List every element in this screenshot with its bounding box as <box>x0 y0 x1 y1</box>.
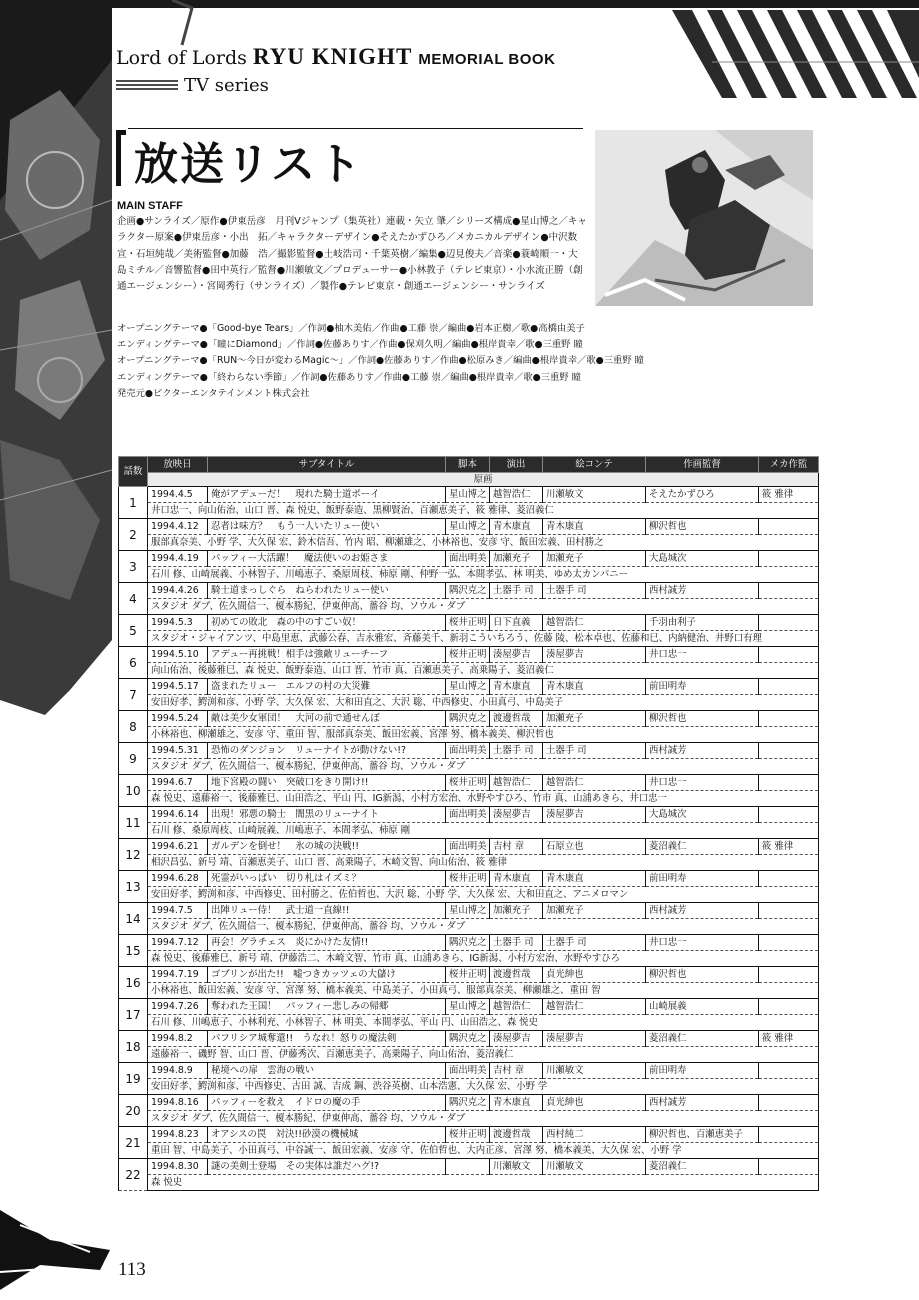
table-row-key-animation <box>119 823 819 839</box>
table-row-key-animation <box>119 983 819 999</box>
table-row-key-animation <box>119 887 819 903</box>
table-row-key-animation <box>119 1015 819 1031</box>
table-row-key-animation <box>119 663 819 679</box>
episode-airdate: 1994.8.9 <box>148 1063 208 1079</box>
episode-number: 6 <box>119 647 148 679</box>
episode-key-animators: 森 悦史、遠藤裕一、後藤雅巳、山田浩之、平山 円、IG新潟、小村方宏治、水野やすひろ、竹市 真、山浦あきら、井口忠一 <box>148 791 819 807</box>
table-row <box>119 999 819 1015</box>
episode-airdate: 1994.7.26 <box>148 999 208 1015</box>
episode-key-animators: 石川 修、川嶋恵子、小林利充、小林智子、林 明美、本間孝弘、平山 円、山田浩之、森 悦史 <box>148 1015 819 1031</box>
episode-animation-director: 井口忠一 <box>646 647 759 663</box>
episode-key-animators: 安田好孝、鰐渕和彦、中西修史、古田 誠、吉成 鋼、渋谷英樹、山本浩憲、大久保 宏、小野 学 <box>148 1079 819 1095</box>
episode-animation-director: 大島城次 <box>646 807 759 823</box>
episode-storyboard: 貞光紳也 <box>543 967 646 983</box>
episode-key-animators: 小林裕也、飯田宏義、安彦 守、宮澤 努、橋本義美、中島美子、小田真弓、服部真奈美、柳瀬雄之、重田 智 <box>148 983 819 999</box>
episode-storyboard: 加瀬充子 <box>543 711 646 727</box>
episode-animation-director: 菱沼義仁 <box>646 839 759 855</box>
episode-key-animators: スタジオ ダブ、佐久間信一、榎本勝紀、伊東伸高、薔谷 均、ソウル・ダブ <box>148 1111 819 1127</box>
table-row <box>119 551 819 567</box>
table-row <box>119 839 819 855</box>
episode-director: 日下直義 <box>490 615 543 631</box>
episode-storyboard: 加瀬充子 <box>543 903 646 919</box>
episode-subtitle: パフリシア城奪還!! うなれ！怒りの魔法剣 <box>208 1031 446 1047</box>
episode-animation-director: 西村誠芳 <box>646 903 759 919</box>
main-staff-heading: MAIN STAFF <box>117 200 183 212</box>
episode-script: 隅沢克之 <box>446 1031 490 1047</box>
episode-script: 桜井正明 <box>446 967 490 983</box>
episode-storyboard: 湊屋夢吉 <box>543 807 646 823</box>
episode-airdate: 1994.7.12 <box>148 935 208 951</box>
episode-key-animators: 安田好孝、鰐渕和彦、中西修史、田村勝之、佐伯哲也、大沢 聡、小野 学、大久保 宏、大和田直之、アニメロマン <box>148 887 819 903</box>
episode-storyboard: 土器手 司 <box>543 935 646 951</box>
table-row <box>119 487 819 503</box>
table-row-key-animation <box>119 1111 819 1127</box>
table-subheader-row <box>119 473 819 487</box>
episode-storyboard: 石原立也 <box>543 839 646 855</box>
episode-script: 桜井正明 <box>446 1127 490 1143</box>
episode-director: 土器手 司 <box>490 935 543 951</box>
table-row-key-animation <box>119 919 819 935</box>
episode-subtitle: 出現！邪悪の騎士 闇黒のリューナイト <box>208 807 446 823</box>
series-label: TV series <box>184 75 269 96</box>
episode-key-animators: スタジオ・ジャイアンツ、中島里恵、武藤公春、吉永雅宏、斉藤美千、新羽こういちろう、佐藤 陵、松本卓也、佐藤和巳、内納健治、井野口有理 <box>148 631 819 647</box>
episode-subtitle: 忍者は味方？ もう一人いたリュー使い <box>208 519 446 535</box>
episode-number: 1 <box>119 487 148 519</box>
title-lord-of-lords: Lord of Lords <box>116 47 247 69</box>
table-row <box>119 1095 819 1111</box>
episode-subtitle: 恐怖のダンジョン リューナイトが動けない!? <box>208 743 446 759</box>
episode-key-animators: 石川 修、桑原周枝、山崎展義、川嶋恵子、本間孝弘、柿原 剛 <box>148 823 819 839</box>
main-staff-credits: 企画●サンライズ／原作●伊東岳彦 月刊Vジャンプ（集英社）連載・矢立 肇／シリーズ構成●星山博之／キャラクター原案●伊東岳彦・小出 拓／キャラクターデザイン●そえたかずひろ／メカニカルデザイン●中沢数宣・石垣純哉／美術監督●加藤 浩／撮影監督●土岐浩司・千葉英樹／編集●辺見俊夫／音楽●蓑崎順一・大島ミチル／音響監督●田中英行／監督●川瀬敏文／プロデューサー●小林教子（テレビ東京）・小水流正勝（創通エージェンシー）・宮岡秀行（サンライズ）／製作●テレビ東京・創通エージェンシー・サンライズ <box>117 216 587 293</box>
table-row-key-animation <box>119 503 819 519</box>
episode-subtitle: 再会！グラチェス 炎にかけた友情!! <box>208 935 446 951</box>
episode-animation-director: 井口忠一 <box>646 775 759 791</box>
episode-number: 13 <box>119 871 148 903</box>
episode-script: 隅沢克之 <box>446 1095 490 1111</box>
episode-animation-director: 前田明寿 <box>646 871 759 887</box>
episode-subtitle: 謎の美剣士登場 その実体は誰だハグ!? <box>208 1159 446 1175</box>
episode-storyboard: 越智浩仁 <box>543 615 646 631</box>
episode-key-animators: 向山佑治、後藤雅巳、森 悦史、飯野泰造、山口 晋、竹市 真、百瀬恵美子、高乗陽子、菱沼義仁 <box>148 663 819 679</box>
episode-animation-director: 西村誠芳 <box>646 743 759 759</box>
episode-number: 8 <box>119 711 148 743</box>
header-subtitle: サブタイトル <box>208 457 446 473</box>
song-line: オープニングテーマ●「RUN～今日が変わるMagic～」／作詞●佐藤ありす／作曲●松原みき／編曲●根岸貴幸／歌●三重野 瞳 <box>117 355 644 367</box>
episode-director: 渡邊哲哉 <box>490 967 543 983</box>
episode-script: 面出明美 <box>446 743 490 759</box>
episode-subtitle: パッフィーを救え イドロの魔の手 <box>208 1095 446 1111</box>
table-row <box>119 1031 819 1047</box>
episode-airdate: 1994.8.2 <box>148 1031 208 1047</box>
episode-subtitle: ゴブリンが出た!! 嘘つきカッツェの大儲け <box>208 967 446 983</box>
episode-mecha-director <box>759 1095 819 1111</box>
episode-animation-director: 西村誠芳 <box>646 1095 759 1111</box>
episode-storyboard: 青木康直 <box>543 519 646 535</box>
episode-mecha-director <box>759 615 819 631</box>
episode-storyboard: 湊屋夢吉 <box>543 647 646 663</box>
episode-key-animators: 遠藤裕一、磯野 智、山口 晋、伊藤秀次、百瀬恵美子、高乗陽子、向山佑治、菱沼義仁 <box>148 1047 819 1063</box>
episode-number: 10 <box>119 775 148 807</box>
episode-mecha-director <box>759 743 819 759</box>
header-episode-number: 話数 <box>119 457 148 487</box>
table-row-key-animation <box>119 1143 819 1159</box>
knight-illustration <box>595 130 813 306</box>
episode-animation-director: 前田明寿 <box>646 679 759 695</box>
title-ryu-knight: RYU KNIGHT <box>252 44 413 69</box>
episode-number: 18 <box>119 1031 148 1063</box>
episode-director: 川瀬敏文 <box>490 1159 543 1175</box>
episode-number: 14 <box>119 903 148 935</box>
episode-director: 土器手 司 <box>490 743 543 759</box>
table-row <box>119 1063 819 1079</box>
episode-script: 面出明美 <box>446 551 490 567</box>
table-row-key-animation <box>119 1175 819 1191</box>
page-number: 113 <box>118 1259 146 1280</box>
episode-airdate: 1994.5.24 <box>148 711 208 727</box>
episode-animation-director: 前田明寿 <box>646 1063 759 1079</box>
episode-animation-director: 柳沢哲也 <box>646 967 759 983</box>
episode-animation-director: 西村誠芳 <box>646 583 759 599</box>
header-script: 脚本 <box>446 457 490 473</box>
episode-key-animators: スタジオ ダブ、佐久間信一、榎本勝紀、伊東伸高、薔谷 均、ソウル・ダブ <box>148 759 819 775</box>
episode-director: 越智浩仁 <box>490 999 543 1015</box>
episode-animation-director: 菱沼義仁 <box>646 1159 759 1175</box>
table-row <box>119 711 819 727</box>
table-row <box>119 871 819 887</box>
header-airdate: 放映日 <box>148 457 208 473</box>
episode-key-animators: 相沢昌弘、新号 靖、百瀬恵美子、山口 晋、高乗陽子、木崎文智、向山佑治、筱 雅律 <box>148 855 819 871</box>
episode-key-animators: 重田 智、中島美子、小田真弓、中谷誠一、飯田宏義、安彦 守、佐伯哲也、大内正彦、宮澤 努、橋本義美、大久保 宏、小野 学 <box>148 1143 819 1159</box>
table-row <box>119 615 819 631</box>
episode-director: 加瀬充子 <box>490 903 543 919</box>
episode-animation-director: 井口忠一 <box>646 935 759 951</box>
episode-mecha-director <box>759 967 819 983</box>
table-row-key-animation <box>119 631 819 647</box>
episode-airdate: 1994.5.17 <box>148 679 208 695</box>
episode-mecha-director <box>759 935 819 951</box>
table-row <box>119 775 819 791</box>
table-row <box>119 743 819 759</box>
episode-subtitle: 地下宮殿の闘い 突破口をきり開け!! <box>208 775 446 791</box>
table-row <box>119 519 819 535</box>
episode-mecha-director <box>759 999 819 1015</box>
section-title <box>118 128 363 192</box>
decorative-art <box>0 0 112 1300</box>
episode-number: 20 <box>119 1095 148 1127</box>
table-row-key-animation <box>119 759 819 775</box>
episode-script: 星山博之 <box>446 679 490 695</box>
episode-mecha-director <box>759 679 819 695</box>
table-row <box>119 967 819 983</box>
episode-animation-director: そえたかずひろ <box>646 487 759 503</box>
episode-subtitle: パッフィー大活躍！ 魔法使いのお姫さま <box>208 551 446 567</box>
episode-director: 渡邊哲哉 <box>490 711 543 727</box>
header-mecha-director: メカ作監 <box>759 457 819 473</box>
episode-storyboard: 貞光紳也 <box>543 1095 646 1111</box>
episode-mecha-director <box>759 1063 819 1079</box>
episode-mecha-director <box>759 519 819 535</box>
episode-airdate: 1994.6.7 <box>148 775 208 791</box>
episode-number: 12 <box>119 839 148 871</box>
episode-mecha-director <box>759 647 819 663</box>
table-row-key-animation <box>119 855 819 871</box>
episode-script: 桜井正明 <box>446 615 490 631</box>
episode-script: 星山博之 <box>446 519 490 535</box>
episode-airdate: 1994.4.19 <box>148 551 208 567</box>
book-title <box>116 44 555 70</box>
table-row-key-animation <box>119 695 819 711</box>
episode-storyboard: 青木康直 <box>543 871 646 887</box>
episode-airdate: 1994.4.12 <box>148 519 208 535</box>
episode-mecha-director: 筱 雅律 <box>759 1031 819 1047</box>
episode-subtitle: 出陣リュー侍！ 武士道一直線!! <box>208 903 446 919</box>
episode-airdate: 1994.8.16 <box>148 1095 208 1111</box>
table-row <box>119 1127 819 1143</box>
episode-number: 7 <box>119 679 148 711</box>
table-row <box>119 935 819 951</box>
song-line: エンディングテーマ●「瞳にDiamond」／作詞●佐藤ありす／作曲●保刈久明／編曲●根岸貴幸／歌●三重野 瞳 <box>117 339 583 351</box>
episode-director: 青木康直 <box>490 679 543 695</box>
episode-key-animators: 森 悦史 <box>148 1175 819 1191</box>
table-row <box>119 903 819 919</box>
episode-airdate: 1994.5.3 <box>148 615 208 631</box>
episode-mecha-director <box>759 583 819 599</box>
episode-key-animators: 小林裕也、柳瀬雄之、安彦 守、重田 智、服部真奈美、飯田宏義、宮澤 努、橋本義美、柳沢哲也 <box>148 727 819 743</box>
episode-storyboard: 土器手 司 <box>543 743 646 759</box>
episode-director: 青木康直 <box>490 519 543 535</box>
episode-subtitle: 初めての敗北 森の中のすごい奴！ <box>208 615 446 631</box>
section-title-text: 放送リスト <box>134 139 364 190</box>
table-row-key-animation <box>119 567 819 583</box>
episode-mecha-director <box>759 1127 819 1143</box>
episode-table-body <box>119 487 819 1191</box>
series-underline-decoration <box>116 79 178 93</box>
episode-key-animators: スタジオ ダブ、佐久間信一、榎本勝紀、伊東伸高、薔谷 均、ソウル・ダブ <box>148 919 819 935</box>
episode-number: 17 <box>119 999 148 1031</box>
episode-airdate: 1994.6.21 <box>148 839 208 855</box>
table-row-key-animation <box>119 599 819 615</box>
episode-script: 星山博之 <box>446 999 490 1015</box>
header-director: 演出 <box>490 457 543 473</box>
episode-key-animators: 安田好孝、鰐渕和彦、小野 学、大久保 宏、大和田直之、大沢 聡、中西修史、小田真弓、中島美子 <box>148 695 819 711</box>
episode-airdate: 1994.4.5 <box>148 487 208 503</box>
episode-table <box>118 456 819 1191</box>
episode-airdate: 1994.8.30 <box>148 1159 208 1175</box>
episode-number: 9 <box>119 743 148 775</box>
left-artwork-strip <box>0 0 112 1300</box>
episode-animation-director: 柳沢哲也 <box>646 519 759 535</box>
episode-animation-director: 大島城次 <box>646 551 759 567</box>
table-header-row <box>119 457 819 473</box>
table-row <box>119 583 819 599</box>
episode-script: 隅沢克之 <box>446 935 490 951</box>
episode-subtitle: 奪われた王国！ パッフィー悲しみの帰郷 <box>208 999 446 1015</box>
table-row-key-animation <box>119 1079 819 1095</box>
song-line: エンディングテーマ●「終わらない季節」／作詞●佐藤ありす／作曲●工藤 崇／編曲●根岸貴幸／歌●三重野 瞳 <box>117 371 581 383</box>
episode-airdate: 1994.5.10 <box>148 647 208 663</box>
table-row-key-animation <box>119 535 819 551</box>
episode-mecha-director: 筱 雅律 <box>759 839 819 855</box>
episode-script: 星山博之 <box>446 487 490 503</box>
episode-director: 越智浩仁 <box>490 487 543 503</box>
episode-storyboard: 湊屋夢吉 <box>543 1031 646 1047</box>
header-animation-director: 作画監督 <box>646 457 759 473</box>
episode-script: 面出明美 <box>446 807 490 823</box>
episode-director: 湊屋夢吉 <box>490 647 543 663</box>
episode-number: 11 <box>119 807 148 839</box>
episode-script: 面出明美 <box>446 1063 490 1079</box>
episode-director: 渡邊哲哉 <box>490 1127 543 1143</box>
episode-airdate: 1994.7.5 <box>148 903 208 919</box>
episode-mecha-director: 筱 雅律 <box>759 487 819 503</box>
episode-number: 3 <box>119 551 148 583</box>
episode-animation-director: 柳沢哲也、百瀬恵美子 <box>646 1127 759 1143</box>
episode-key-animators: スタジオ ダブ、佐久間信一、榎本勝紀、伊東伸高、薔谷 均、ソウル・ダブ <box>148 599 819 615</box>
episode-script: 隅沢克之 <box>446 583 490 599</box>
table-row <box>119 807 819 823</box>
episode-airdate: 1994.6.14 <box>148 807 208 823</box>
episode-script: 面出明美 <box>446 839 490 855</box>
header-key-animation: 原画 <box>148 473 819 487</box>
episode-number: 21 <box>119 1127 148 1159</box>
table-row <box>119 679 819 695</box>
episode-storyboard: 青木康直 <box>543 679 646 695</box>
episode-animation-director: 菱沼義仁 <box>646 1031 759 1047</box>
episode-number: 22 <box>119 1159 148 1191</box>
episode-number: 2 <box>119 519 148 551</box>
episode-script <box>446 1159 490 1175</box>
episode-storyboard: 川瀬敏文 <box>543 1063 646 1079</box>
episode-director: 吉村 章 <box>490 839 543 855</box>
table-row-key-animation <box>119 791 819 807</box>
episode-mecha-director <box>759 551 819 567</box>
episode-storyboard: 越智浩仁 <box>543 999 646 1015</box>
episode-mecha-director <box>759 1159 819 1175</box>
episode-subtitle: 盗まれたリュー エルフの村の大災難 <box>208 679 446 695</box>
episode-script: 桜井正明 <box>446 871 490 887</box>
episode-director: 青木康直 <box>490 871 543 887</box>
episode-subtitle: アデュー再挑戦！相手は強敵リューチーフ <box>208 647 446 663</box>
episode-storyboard: 土器手 司 <box>543 583 646 599</box>
episode-subtitle: 死霊がいっぱい 切り札はイズミ？ <box>208 871 446 887</box>
title-memorial-book: MEMORIAL BOOK <box>418 51 556 68</box>
episode-script: 桜井正明 <box>446 775 490 791</box>
table-row-key-animation <box>119 1047 819 1063</box>
theme-songs <box>117 321 817 402</box>
episode-storyboard: 加瀬充子 <box>543 551 646 567</box>
table-row-key-animation <box>119 727 819 743</box>
episode-number: 5 <box>119 615 148 647</box>
episode-animation-director: 山崎展義 <box>646 999 759 1015</box>
episode-animation-director: 柳沢哲也 <box>646 711 759 727</box>
episode-director: 吉村 章 <box>490 1063 543 1079</box>
episode-mecha-director <box>759 775 819 791</box>
episode-storyboard: 川瀬敏文 <box>543 487 646 503</box>
episode-airdate: 1994.7.19 <box>148 967 208 983</box>
episode-key-animators: 石川 修、山崎展義、小林智子、川嶋恵子、桑原周枝、柿原 剛、仲野一弘、本間孝弘、林 明美、ゆめ太カンパニー <box>148 567 819 583</box>
episode-number: 19 <box>119 1063 148 1095</box>
episode-key-animators: 井口忠一、向山佑治、山口 晋、森 悦史、飯野泰造、黒柳賢治、百瀬恵美子、筱 雅律、菱沼義仁 <box>148 503 819 519</box>
episode-number: 15 <box>119 935 148 967</box>
table-row-key-animation <box>119 951 819 967</box>
episode-director: 加瀬充子 <box>490 551 543 567</box>
episode-mecha-director <box>759 871 819 887</box>
episode-airdate: 1994.5.31 <box>148 743 208 759</box>
episode-director: 越智浩仁 <box>490 775 543 791</box>
episode-animation-director: 千羽由利子 <box>646 615 759 631</box>
episode-key-animators: 服部真奈美、小野 学、大久保 宏、鈴木信吾、竹内 昭、柳瀬雄之、小林裕也、安彦 守、飯田宏義、田村勝之 <box>148 535 819 551</box>
episode-mecha-director <box>759 711 819 727</box>
episode-key-animators: 森 悦史、後藤雅巳、新号 靖、伊藤浩二、木崎文智、竹市 真、山浦あきら、IG新潟、小村方宏治、水野やすひろ <box>148 951 819 967</box>
episode-storyboard: 西村純二 <box>543 1127 646 1143</box>
episode-airdate: 1994.8.23 <box>148 1127 208 1143</box>
episode-subtitle: 敵は美少女軍団！ 大河の前で通せんぼ <box>208 711 446 727</box>
header-storyboard: 絵コンテ <box>543 457 646 473</box>
song-line: オープニングテーマ●「Good-bye Tears」／作詞●柚木美佑／作曲●工藤 崇／編曲●岩本正樹／歌●高橋由美子 <box>117 323 585 334</box>
episode-director: 土器手 司 <box>490 583 543 599</box>
table-row <box>119 1159 819 1175</box>
song-line: 発売元●ビクターエンタテインメント株式会社 <box>117 387 310 399</box>
episode-director: 湊屋夢吉 <box>490 807 543 823</box>
episode-storyboard: 越智浩仁 <box>543 775 646 791</box>
episode-mecha-director <box>759 807 819 823</box>
episode-script: 桜井正明 <box>446 647 490 663</box>
episode-director: 湊屋夢吉 <box>490 1031 543 1047</box>
episode-director: 青木康直 <box>490 1095 543 1111</box>
table-row <box>119 647 819 663</box>
episode-script: 星山博之 <box>446 903 490 919</box>
episode-number: 16 <box>119 967 148 999</box>
episode-subtitle: ガルデンを倒せ！ 氷の城の決戦!! <box>208 839 446 855</box>
episode-subtitle: 秘境への扉 雲海の戦い <box>208 1063 446 1079</box>
episode-airdate: 1994.6.28 <box>148 871 208 887</box>
episode-subtitle: 俺がアデューだ！ 現れた騎士道ボーイ <box>208 487 446 503</box>
episode-number: 4 <box>119 583 148 615</box>
episode-subtitle: オアシスの罠 対決!!砂漠の機械城 <box>208 1127 446 1143</box>
episode-script: 隅沢克之 <box>446 711 490 727</box>
episode-airdate: 1994.4.26 <box>148 583 208 599</box>
episode-mecha-director <box>759 903 819 919</box>
episode-subtitle: 騎士道まっしぐら ねらわれたリュー使い <box>208 583 446 599</box>
episode-storyboard: 川瀬敏文 <box>543 1159 646 1175</box>
